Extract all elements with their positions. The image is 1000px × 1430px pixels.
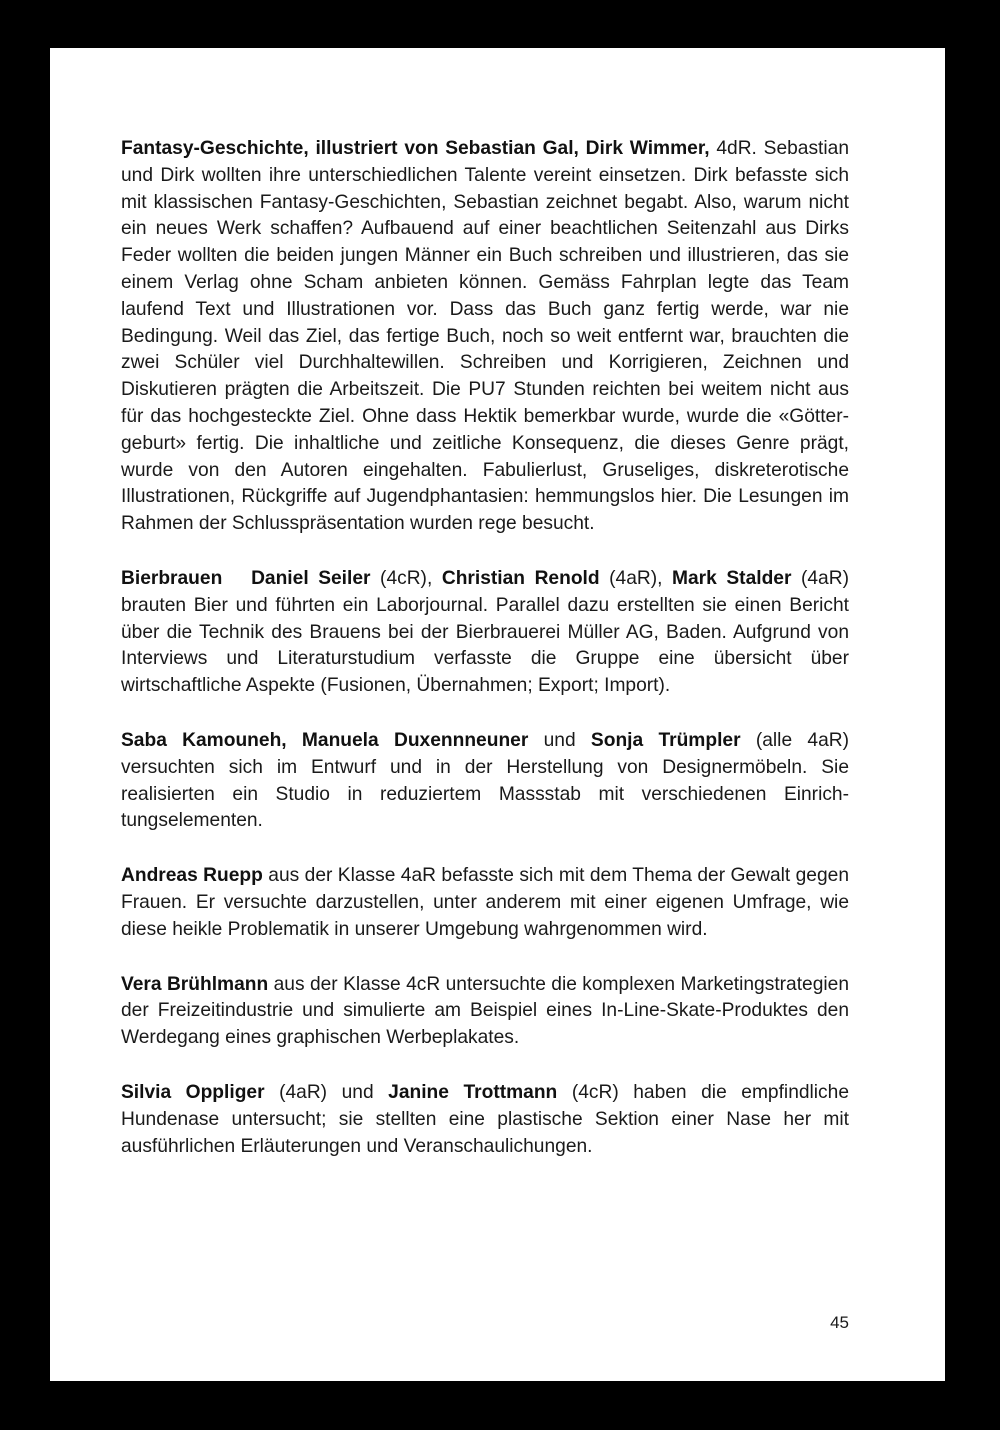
entry-text: aus der Klasse 4aR befasste sich mit dem Thema der Gewalt gegen Frauen. Er versuchte darzustellen, unter anderem mit einer eigenen Umfrage, wie diese heikle Problematik in unserer Umgebung wahrgenommen wird. — [121, 865, 849, 940]
entry-marketing — [121, 972, 849, 1052]
entry-text: aus der Klasse 4cR untersuchte die komplexen Marketingstrategien der Freizeitindustrie und simulierte am Beispiel eines In-Line-Skate-Produktes den Werdegang eines graphischen Werbeplakates. — [121, 973, 849, 1049]
entry-person: Andreas Ruepp — [121, 865, 263, 887]
entry-person: Christian Renold — [441, 567, 600, 589]
entry-text: (4cR) haben die empfindliche Hundenase untersucht; sie stellten eine plastische Sektion einer Nase her mit ausführlichen Erläuterungen und Veranschaulichungen. — [121, 1081, 849, 1157]
entry-text: (4aR) und — [264, 1081, 389, 1103]
entry-person: Sonja Trümpler — [590, 729, 741, 751]
entry-text: (4cR), — [370, 567, 442, 589]
entry-text — [222, 568, 251, 589]
entry-fantasy-geschichte — [121, 136, 849, 538]
entry-person: Daniel Seiler — [251, 567, 371, 589]
entry-title: Fantasy-Geschichte, illustriert von Sebastian Gal, Dirk Wimmer, — [121, 138, 710, 159]
entry-person: Saba Kamouneh, Manuela Duxennneuner — [121, 729, 529, 751]
document-page — [50, 48, 945, 1381]
entry-text: (4aR) brauten Bier und führten ein Laborjournal. Parallel dazu erstellten sie einen Bericht über die Technik des Brauens bei der Bierbrauerei Müller AG, Baden. Aufgrund von Interviews und Literaturstudium verfasste die Gruppe eine übersicht über wirtschaftliche Aspekte (Fusionen, Übernahmen; Export; Import). — [121, 567, 849, 697]
entry-title: Bierbrauen — [121, 567, 223, 589]
entry-person: Silvia Oppliger — [121, 1081, 265, 1103]
entry-designermoebel — [121, 728, 849, 835]
entry-text: (alle 4aR) versuchten sich im Entwurf und in der Herstellung von Designermöbeln. Sie realisierten ein Studio in reduziertem Massstab mit verschiedenen Einrichtungselementen. — [121, 729, 849, 832]
page-content — [121, 136, 849, 1160]
entry-gewalt-gegen-frauen — [121, 863, 849, 943]
entry-person: Janine Trottmann — [388, 1081, 558, 1103]
entry-person: Mark Stalder — [672, 567, 792, 589]
entry-hundenase — [121, 1080, 849, 1160]
entry-text: und — [528, 729, 591, 751]
entry-text: 4dR. Sebastian und Dirk wollten ihre unterschiedlichen Talente vereint einsetzen. Dirk befasste sich mit klassischen Fantasy-Geschichten, Sebastian zeichnet begabt. Also, warum nicht ein neues Werk schaffen? Aufbauend auf einer beachtlichen Seitenzahl aus Dirks Feder wollten die beiden jungen Männer ein Buch schreiben und illustrieren, das sie einem Verlag ohne Scham anbieten können. Gemäss Fahrplan legte das Team laufend Text und Illustrationen vor. Dass das Buch ganz fertig werde, war nie Bedingung. Weil das Ziel, das fertige Buch, noch so weit entfernt war, brauchten die zwei Schüler viel Durchhaltewillen. Schreiben und Korrigieren, Zeichnen und Diskutieren prägten die Arbeitszeit. Die PU7 Stunden reichten bei weitem nicht aus für das hochgesteckte Ziel. Ohne dass Hektik bemerkbar wurde, wurde die «Göttergeburt» fertig. Die inhaltliche und zeitliche Konsequenz, die dieses Genre prägt, wurde von den Autoren eingehalten. Fabulierlust, Gruseliges, diskreterotische Illustrationen, Rückgriffe auf Jugendphantasien: hemmungslos hier. Die Lesungen im Rahmen der Schlusspräsentation wurden rege besucht. — [121, 138, 849, 535]
entry-person: Vera Brühlmann — [121, 973, 269, 995]
page-number: 45 — [830, 1313, 849, 1332]
entry-bierbrauen — [121, 566, 849, 700]
entry-text: (4aR), — [599, 567, 673, 589]
